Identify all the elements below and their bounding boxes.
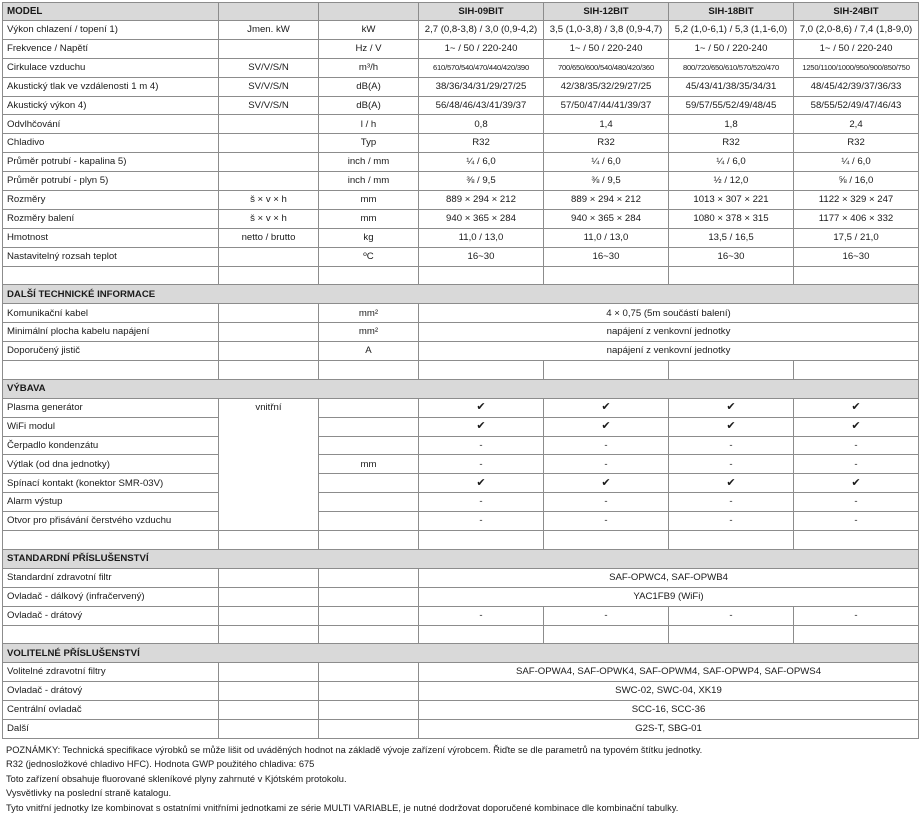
equipment-unit bbox=[319, 474, 419, 493]
header-row bbox=[3, 3, 919, 21]
section-tech-header bbox=[3, 285, 919, 304]
spec-unit: ºC bbox=[319, 247, 419, 266]
spec-label: Průměr potrubí - plyn 5) bbox=[3, 172, 219, 191]
spec-label: Akustický výkon 4) bbox=[3, 96, 219, 115]
spec-sub-label: netto / brutto bbox=[219, 228, 319, 247]
note-line: Toto zařízení obsahuje fluorované skleníkové plyny zahrnuté v Kjótském protokolu. bbox=[6, 773, 347, 784]
note-line: POZNÁMKY: Technická specifikace výrobků se může lišit od uváděných hodnot na základě vývoje zařízení výrobcem. Řiďte se dle parametrů na typovém štítku jednotky. bbox=[6, 745, 703, 755]
equipment-unit bbox=[319, 512, 419, 531]
spec-value: 1080 × 378 × 315 bbox=[669, 209, 794, 228]
model-header: SIH-12BIT bbox=[544, 3, 669, 21]
empty-cell bbox=[219, 531, 319, 550]
empty-cell bbox=[794, 531, 919, 550]
check-icon: ✔ bbox=[544, 417, 669, 436]
empty-cell bbox=[669, 531, 794, 550]
empty-cell bbox=[419, 625, 544, 644]
empty-cell bbox=[794, 361, 919, 380]
empty-cell bbox=[319, 361, 419, 380]
empty-cell bbox=[669, 625, 794, 644]
optional-label: Volitelné zdravotní filtry bbox=[3, 663, 219, 682]
empty-cell bbox=[319, 663, 419, 682]
spec-value: 16~30 bbox=[794, 247, 919, 266]
dash-mark: - bbox=[794, 436, 919, 455]
empty-cell bbox=[3, 625, 219, 644]
empty-cell bbox=[219, 682, 319, 701]
spec-row bbox=[3, 247, 919, 266]
dash-mark: - bbox=[544, 493, 669, 512]
spec-label: Nastavitelný rozsah teplot bbox=[3, 247, 219, 266]
standard-row bbox=[3, 587, 919, 606]
empty-cell bbox=[419, 266, 544, 285]
spec-value: ¼ / 6,0 bbox=[419, 153, 544, 172]
spec-row bbox=[3, 134, 919, 153]
empty-cell bbox=[219, 304, 319, 323]
spec-sub-label bbox=[219, 247, 319, 266]
spec-value: ¼ / 6,0 bbox=[794, 153, 919, 172]
model-header-label: MODEL bbox=[3, 3, 219, 21]
optional-value: SAF-OPWA4, SAF-OPWK4, SAF-OPWM4, SAF-OPWP4, SAF-OPWS4 bbox=[419, 663, 919, 682]
tech-label: Doporučený jistič bbox=[3, 342, 219, 361]
standard-label: Ovladač - drátový bbox=[3, 606, 219, 625]
equipment-unit: mm bbox=[319, 455, 419, 474]
empty-cell bbox=[219, 719, 319, 738]
spec-value: 1~ / 50 / 220-240 bbox=[544, 39, 669, 58]
spec-value: R32 bbox=[669, 134, 794, 153]
empty-cell bbox=[669, 361, 794, 380]
spec-value: 56/48/46/43/41/39/37 bbox=[419, 96, 544, 115]
optional-value: SWC-02, SWC-04, XK19 bbox=[419, 682, 919, 701]
spec-label: Rozměry bbox=[3, 191, 219, 210]
dash-mark: - bbox=[544, 436, 669, 455]
section-title: VÝBAVA bbox=[3, 379, 919, 398]
equipment-row bbox=[3, 474, 919, 493]
spec-unit: Typ bbox=[319, 134, 419, 153]
spec-row bbox=[3, 115, 919, 134]
spec-unit: kg bbox=[319, 228, 419, 247]
spec-row bbox=[3, 58, 919, 77]
spec-label: Výkon chlazení / topení 1) bbox=[3, 21, 219, 40]
empty-cell bbox=[3, 266, 219, 285]
spec-row bbox=[3, 209, 919, 228]
standard-value: SAF-OPWC4, SAF-OPWB4 bbox=[419, 568, 919, 587]
spec-value: 1013 × 307 × 221 bbox=[669, 191, 794, 210]
spec-value: 17,5 / 21,0 bbox=[794, 228, 919, 247]
section-title: STANDARDNÍ PŘÍSLUŠENSTVÍ bbox=[3, 549, 919, 568]
standard-row bbox=[3, 568, 919, 587]
spec-row bbox=[3, 77, 919, 96]
spec-value: R32 bbox=[544, 134, 669, 153]
note-line: Tyto vnitřní jednotky lze kombinovat s ostatními vnitřními jednotkami ze série MULTI VARIABLE, je nutné dodržovat doporučené kombinace dle kombinační tabulky. bbox=[6, 802, 679, 813]
note-line: R32 (jednosložkové chladivo HFC). Hodnota GWP použitého chladiva: 675 bbox=[6, 759, 315, 770]
empty-cell bbox=[219, 606, 319, 625]
equipment-unit bbox=[319, 417, 419, 436]
spec-value: 0,8 bbox=[419, 115, 544, 134]
spec-value: 5,2 (1,0-6,1) / 5,3 (1,1-6,0) bbox=[669, 21, 794, 40]
spec-unit: inch / mm bbox=[319, 153, 419, 172]
spec-value: 1~ / 50 / 220-240 bbox=[419, 39, 544, 58]
spec-unit: m³/h bbox=[319, 58, 419, 77]
header-empty-cell bbox=[219, 3, 319, 21]
spec-value: 16~30 bbox=[419, 247, 544, 266]
spec-value: 889 × 294 × 212 bbox=[544, 191, 669, 210]
spec-value: 58/55/52/49/47/46/43 bbox=[794, 96, 919, 115]
check-icon: ✔ bbox=[544, 474, 669, 493]
spec-value: 13,5 / 16,5 bbox=[669, 228, 794, 247]
spec-row bbox=[3, 172, 919, 191]
spec-value: ⅜ / 9,5 bbox=[544, 172, 669, 191]
dash-mark: - bbox=[669, 606, 794, 625]
dash-mark: - bbox=[794, 606, 919, 625]
spec-value: 7,0 (2,0-8,6) / 7,4 (1,8-9,0) bbox=[794, 21, 919, 40]
empty-cell bbox=[319, 531, 419, 550]
spec-sub-label bbox=[219, 172, 319, 191]
optional-row bbox=[3, 682, 919, 701]
empty-cell bbox=[219, 663, 319, 682]
spec-label: Cirkulace vzduchu bbox=[3, 58, 219, 77]
spec-value: ½ / 12,0 bbox=[669, 172, 794, 191]
spacer-row bbox=[3, 625, 919, 644]
spec-value: 38/36/34/31/29/27/25 bbox=[419, 77, 544, 96]
section-equipment-header bbox=[3, 379, 919, 398]
empty-cell bbox=[319, 682, 419, 701]
spec-label: Rozměry balení bbox=[3, 209, 219, 228]
footnotes bbox=[6, 743, 914, 815]
tech-value: napájení z venkovní jednotky bbox=[419, 342, 919, 361]
equipment-label: Alarm výstup bbox=[3, 493, 219, 512]
spec-label: Hmotnost bbox=[3, 228, 219, 247]
spec-value: 700/650/600/540/480/420/360 bbox=[544, 58, 669, 77]
check-icon: ✔ bbox=[419, 398, 544, 417]
empty-cell bbox=[544, 266, 669, 285]
empty-cell bbox=[319, 606, 419, 625]
check-icon: ✔ bbox=[669, 474, 794, 493]
optional-row bbox=[3, 719, 919, 738]
equipment-label: Spínací kontakt (konektor SMR-03V) bbox=[3, 474, 219, 493]
empty-cell bbox=[219, 568, 319, 587]
check-icon: ✔ bbox=[419, 417, 544, 436]
spec-label: Odvlhčování bbox=[3, 115, 219, 134]
tech-value: 4 × 0,75 (5m součástí balení) bbox=[419, 304, 919, 323]
tech-row bbox=[3, 342, 919, 361]
empty-cell bbox=[544, 531, 669, 550]
spec-row bbox=[3, 21, 919, 40]
standard-value: YAC1FB9 (WiFi) bbox=[419, 587, 919, 606]
spec-value: 1~ / 50 / 220-240 bbox=[794, 39, 919, 58]
empty-cell bbox=[219, 342, 319, 361]
empty-cell bbox=[319, 568, 419, 587]
spec-label: Akustický tlak ve vzdálenosti 1 m 4) bbox=[3, 77, 219, 96]
spec-table bbox=[2, 2, 919, 739]
check-icon: ✔ bbox=[544, 398, 669, 417]
spec-unit: inch / mm bbox=[319, 172, 419, 191]
empty-cell bbox=[544, 625, 669, 644]
check-icon: ✔ bbox=[669, 417, 794, 436]
dash-mark: - bbox=[669, 493, 794, 512]
empty-cell bbox=[419, 531, 544, 550]
spec-sub-label: SV/V/S/N bbox=[219, 96, 319, 115]
spec-value: 940 × 365 × 284 bbox=[419, 209, 544, 228]
header-empty-cell bbox=[319, 3, 419, 21]
spec-sub-label bbox=[219, 115, 319, 134]
optional-label: Ovladač - drátový bbox=[3, 682, 219, 701]
dash-mark: - bbox=[669, 512, 794, 531]
optional-value: G2S-T, SBG-01 bbox=[419, 719, 919, 738]
dash-mark: - bbox=[794, 455, 919, 474]
spec-sub-label: Jmen. kW bbox=[219, 21, 319, 40]
empty-cell bbox=[794, 625, 919, 644]
check-icon: ✔ bbox=[419, 474, 544, 493]
section-title: VOLITELNÉ PŘÍSLUŠENSTVÍ bbox=[3, 644, 919, 663]
spec-value: 940 × 365 × 284 bbox=[544, 209, 669, 228]
spacer-row bbox=[3, 361, 919, 380]
equipment-label: Plasma generátor bbox=[3, 398, 219, 417]
spec-unit: l / h bbox=[319, 115, 419, 134]
dash-mark: - bbox=[419, 455, 544, 474]
empty-cell bbox=[319, 587, 419, 606]
spec-row bbox=[3, 153, 919, 172]
equipment-unit bbox=[319, 436, 419, 455]
check-icon: ✔ bbox=[669, 398, 794, 417]
spec-unit: dB(A) bbox=[319, 96, 419, 115]
spec-unit: kW bbox=[319, 21, 419, 40]
empty-cell bbox=[3, 531, 219, 550]
equipment-unit bbox=[319, 493, 419, 512]
empty-cell bbox=[319, 701, 419, 720]
tech-row bbox=[3, 323, 919, 342]
spec-row bbox=[3, 191, 919, 210]
optional-value: SCC-16, SCC-36 bbox=[419, 701, 919, 720]
spec-sub-label: SV/V/S/N bbox=[219, 58, 319, 77]
equipment-row bbox=[3, 512, 919, 531]
model-header: SIH-09BIT bbox=[419, 3, 544, 21]
tech-row bbox=[3, 304, 919, 323]
spec-value: 1,4 bbox=[544, 115, 669, 134]
spec-value: 2,7 (0,8-3,8) / 3,0 (0,9-4,2) bbox=[419, 21, 544, 40]
dash-mark: - bbox=[419, 493, 544, 512]
tech-value: napájení z venkovní jednotky bbox=[419, 323, 919, 342]
spec-row bbox=[3, 39, 919, 58]
dash-mark: - bbox=[794, 512, 919, 531]
standard-label: Standardní zdravotní filtr bbox=[3, 568, 219, 587]
check-icon: ✔ bbox=[794, 398, 919, 417]
note-line: Vysvětlivky na poslední straně katalogu. bbox=[6, 788, 172, 799]
section-title: DALŠÍ TECHNICKÉ INFORMACE bbox=[3, 285, 919, 304]
equipment-row bbox=[3, 436, 919, 455]
equipment-row bbox=[3, 417, 919, 436]
spec-value: 57/50/47/44/41/39/37 bbox=[544, 96, 669, 115]
model-header: SIH-18BIT bbox=[669, 3, 794, 21]
spec-value: 11,0 / 13,0 bbox=[419, 228, 544, 247]
empty-cell bbox=[794, 266, 919, 285]
optional-row bbox=[3, 663, 919, 682]
spec-sub-label bbox=[219, 134, 319, 153]
spec-sub-label bbox=[219, 153, 319, 172]
empty-cell bbox=[219, 323, 319, 342]
optional-label: Centrální ovladač bbox=[3, 701, 219, 720]
empty-cell bbox=[219, 266, 319, 285]
equipment-row bbox=[3, 455, 919, 474]
empty-cell bbox=[219, 361, 319, 380]
spec-sub-label: š × v × h bbox=[219, 209, 319, 228]
standard-label: Ovladač - dálkový (infračervený) bbox=[3, 587, 219, 606]
spec-value: 11,0 / 13,0 bbox=[544, 228, 669, 247]
spec-value: 59/57/55/52/49/48/45 bbox=[669, 96, 794, 115]
tech-label: Minimální plocha kabelu napájení bbox=[3, 323, 219, 342]
spec-value: ⅜ / 9,5 bbox=[419, 172, 544, 191]
spec-value: 3,5 (1,0-3,8) / 3,8 (0,9-4,7) bbox=[544, 21, 669, 40]
spec-value: R32 bbox=[794, 134, 919, 153]
spec-table-body bbox=[3, 3, 919, 739]
spec-value: 610/570/540/470/440/420/390 bbox=[419, 58, 544, 77]
dash-mark: - bbox=[419, 606, 544, 625]
empty-cell bbox=[319, 719, 419, 738]
optional-label: Další bbox=[3, 719, 219, 738]
optional-row bbox=[3, 701, 919, 720]
spec-value: 889 × 294 × 212 bbox=[419, 191, 544, 210]
spec-value: 1,8 bbox=[669, 115, 794, 134]
spec-label: Chladivo bbox=[3, 134, 219, 153]
spec-value: 42/38/35/32/29/27/25 bbox=[544, 77, 669, 96]
tech-unit: A bbox=[319, 342, 419, 361]
dash-mark: - bbox=[419, 512, 544, 531]
equipment-unit bbox=[319, 398, 419, 417]
indoor-unit-label: vnitřní bbox=[219, 398, 319, 530]
spec-value: 16~30 bbox=[544, 247, 669, 266]
empty-cell bbox=[319, 266, 419, 285]
spec-value: 1250/1100/1000/950/900/850/750 bbox=[794, 58, 919, 77]
spec-sub-label: š × v × h bbox=[219, 191, 319, 210]
spec-sub-label bbox=[219, 39, 319, 58]
standard-row bbox=[3, 606, 919, 625]
spec-value: 16~30 bbox=[669, 247, 794, 266]
spec-row bbox=[3, 96, 919, 115]
dash-mark: - bbox=[669, 436, 794, 455]
equipment-label: Čerpadlo kondenzátu bbox=[3, 436, 219, 455]
empty-cell bbox=[3, 361, 219, 380]
spec-unit: mm bbox=[319, 191, 419, 210]
tech-unit: mm² bbox=[319, 323, 419, 342]
section-optional-header bbox=[3, 644, 919, 663]
spec-row bbox=[3, 228, 919, 247]
spec-value: ⅝ / 16,0 bbox=[794, 172, 919, 191]
empty-cell bbox=[419, 361, 544, 380]
dash-mark: - bbox=[544, 455, 669, 474]
spec-label: Frekvence / Napětí bbox=[3, 39, 219, 58]
model-header: SIH-24BIT bbox=[794, 3, 919, 21]
dash-mark: - bbox=[669, 455, 794, 474]
spec-value: ¼ / 6,0 bbox=[544, 153, 669, 172]
equipment-label: WiFi modul bbox=[3, 417, 219, 436]
empty-cell bbox=[219, 625, 319, 644]
equipment-label: Otvor pro přisávání čerstvého vzduchu bbox=[3, 512, 219, 531]
spec-value: R32 bbox=[419, 134, 544, 153]
spec-value: 45/43/41/38/35/34/31 bbox=[669, 77, 794, 96]
spec-value: 2,4 bbox=[794, 115, 919, 134]
dash-mark: - bbox=[419, 436, 544, 455]
check-icon: ✔ bbox=[794, 474, 919, 493]
spec-value: 800/720/650/610/570/520/470 bbox=[669, 58, 794, 77]
check-icon: ✔ bbox=[794, 417, 919, 436]
spec-value: 1177 × 406 × 332 bbox=[794, 209, 919, 228]
equipment-row bbox=[3, 398, 919, 417]
empty-cell bbox=[219, 701, 319, 720]
equipment-label: Výtlak (od dna jednotky) bbox=[3, 455, 219, 474]
dash-mark: - bbox=[544, 512, 669, 531]
spec-unit: dB(A) bbox=[319, 77, 419, 96]
dash-mark: - bbox=[544, 606, 669, 625]
tech-unit: mm² bbox=[319, 304, 419, 323]
spec-value: 1~ / 50 / 220-240 bbox=[669, 39, 794, 58]
equipment-row bbox=[3, 493, 919, 512]
spec-label: Průměr potrubí - kapalina 5) bbox=[3, 153, 219, 172]
empty-cell bbox=[544, 361, 669, 380]
tech-label: Komunikační kabel bbox=[3, 304, 219, 323]
spec-value: 1122 × 329 × 247 bbox=[794, 191, 919, 210]
spec-sub-label: SV/V/S/N bbox=[219, 77, 319, 96]
spacer-row bbox=[3, 266, 919, 285]
spec-value: 48/45/42/39/37/36/33 bbox=[794, 77, 919, 96]
dash-mark: - bbox=[794, 493, 919, 512]
spec-value: ¼ / 6,0 bbox=[669, 153, 794, 172]
section-standard-header bbox=[3, 549, 919, 568]
spec-unit: Hz / V bbox=[319, 39, 419, 58]
spec-unit: mm bbox=[319, 209, 419, 228]
empty-cell bbox=[219, 587, 319, 606]
empty-cell bbox=[319, 625, 419, 644]
empty-cell bbox=[669, 266, 794, 285]
spacer-row bbox=[3, 531, 919, 550]
